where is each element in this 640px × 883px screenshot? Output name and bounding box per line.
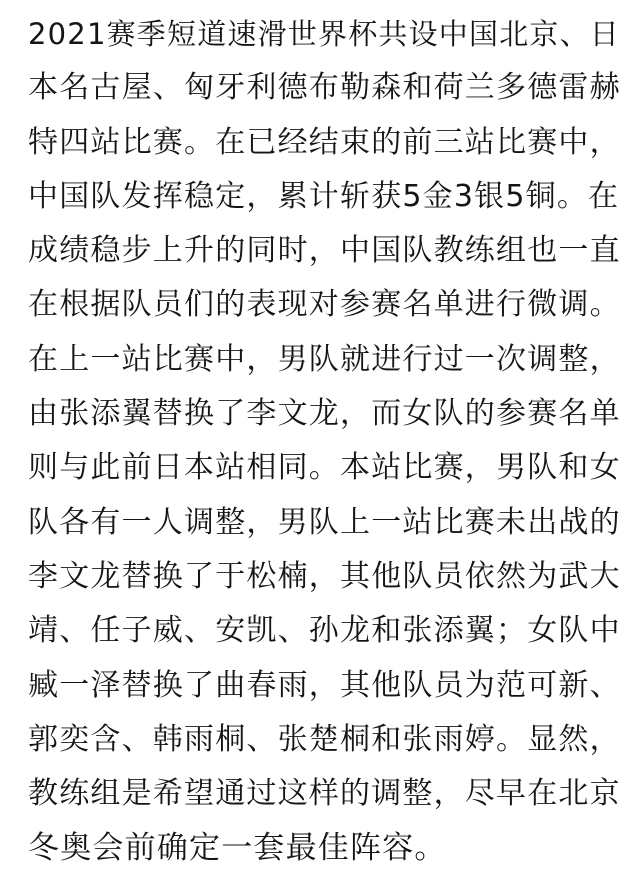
- article-line-10: 队各有一人调整，男队上一站比赛未出战的: [28, 504, 621, 540]
- article-line-14: 郭奕含、韩雨桐、张楚桐和张雨婷。显然，: [28, 721, 621, 757]
- article-line-16: 冬奥会前确定一套最佳阵容。: [28, 830, 447, 867]
- article-line-1: 2021赛季短道速滑世界杯共设中国北京、日: [28, 17, 621, 51]
- article-line-11: 李文龙替换了于松楠，其他队员依然为武大: [28, 558, 621, 594]
- article-line-13: 臧一泽替换了曲春雨，其他队员为范可新、: [28, 667, 621, 703]
- article-line-7: 在上一站比赛中，男队就进行过一次调整，: [28, 341, 621, 377]
- article-line-4: 中国队发挥稳定，累计斩获5金3银5铜。在: [28, 178, 620, 214]
- article-body: [28, 14, 628, 883]
- article-line-8: 由张添翼替换了李文龙，而女队的参赛名单: [28, 396, 621, 432]
- article-line-9: 则与此前日本站相同。本站比赛，男队和女: [28, 450, 621, 486]
- article-line-12: 靖、任子威、安凯、孙龙和张添翼；女队中: [28, 613, 621, 649]
- article-line-5: 成绩稳步上升的同时，中国队教练组也一直: [28, 233, 621, 269]
- article-line-6: 在根据队员们的表现对参赛名单进行微调。: [28, 287, 621, 323]
- article-line-15: 教练组是希望通过这样的调整，尽早在北京: [28, 776, 621, 812]
- article-line-2: 本名古屋、匈牙利德布勒森和荷兰多德雷赫: [28, 70, 621, 106]
- article-line-3: 特四站比赛。在已经结束的前三站比赛中，: [28, 124, 621, 160]
